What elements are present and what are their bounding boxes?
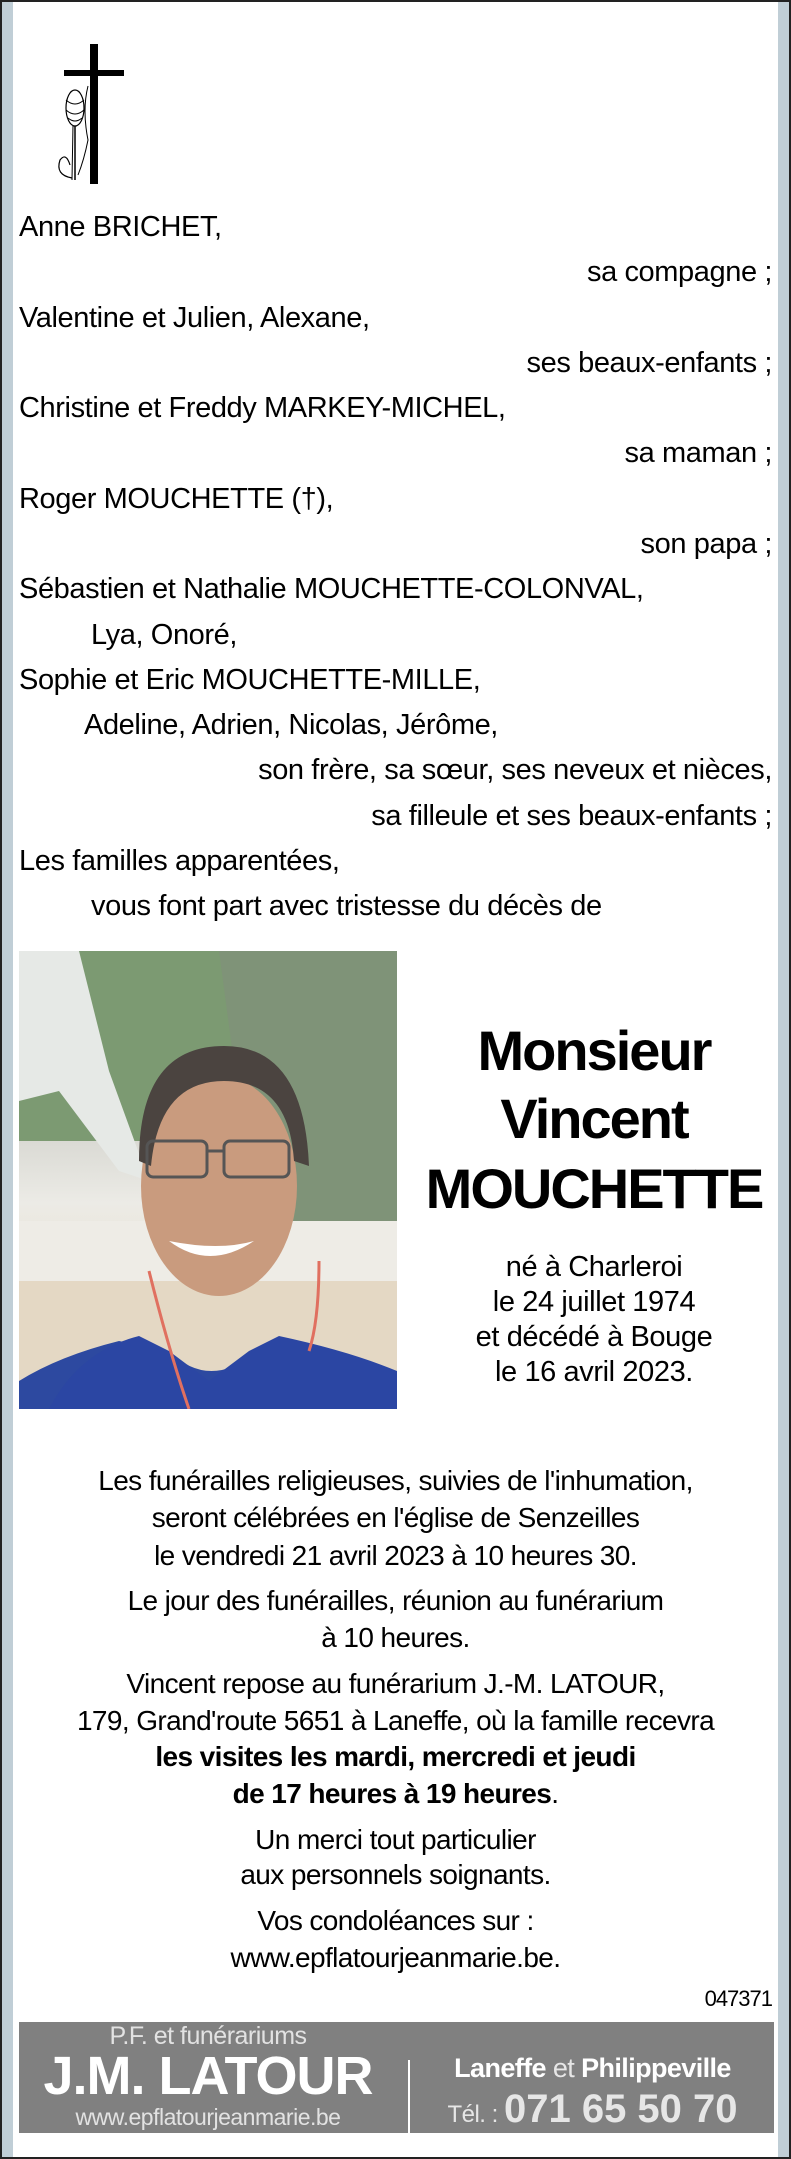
- family-line: Les familles apparentées,: [19, 845, 340, 877]
- family-relation: sa maman ;: [624, 437, 772, 469]
- location-separator: et: [545, 2053, 582, 2083]
- visit-days: les visites les mardi, mercredi et jeudi: [155, 1741, 636, 1772]
- funeral-home-subtitle: P.F. et funérariums: [109, 2022, 307, 2050]
- detail-line: à 10 heures.: [321, 1622, 470, 1653]
- funeral-home-locations: [411, 2052, 774, 2084]
- phone-label: Tél. :: [447, 2101, 504, 2128]
- detail-line: Vos condoléances sur :: [257, 1905, 534, 1936]
- family-line: Lya, Onoré,: [91, 619, 238, 651]
- family-line: Christine et Freddy MARKEY-MICHEL,: [19, 392, 506, 424]
- funeral-home-phone: [411, 2086, 774, 2132]
- funeral-home-url[interactable]: www.epflatourjeanmarie.be: [75, 2104, 341, 2130]
- reference-number: 047371: [704, 1986, 772, 2011]
- divider: [408, 2060, 410, 2133]
- detail-line: Un merci tout particulier: [255, 1824, 536, 1855]
- detail-line: Les funérailles religieuses, suivies de l'inhumation,: [98, 1465, 693, 1496]
- family-relation: sa filleule et ses beaux-enfants ;: [371, 800, 772, 832]
- visit-hours: de 17 heures à 19 heures: [232, 1778, 552, 1809]
- deceased-photo: [19, 951, 397, 1409]
- location-philippeville: Philippeville: [581, 2053, 731, 2083]
- family-relation: son papa ;: [640, 528, 772, 560]
- visit-hours-period: .: [551, 1778, 559, 1809]
- phone-number[interactable]: 071 65 50 70: [503, 2087, 738, 2131]
- detail-line: aux personnels soignants.: [240, 1859, 551, 1890]
- condolences-url[interactable]: www.epflatourjeanmarie.be.: [230, 1942, 561, 1973]
- death-place: et décédé à Bouge: [475, 1321, 713, 1353]
- family-line: Valentine et Julien, Alexane,: [19, 302, 370, 334]
- location-laneffe: Laneffe: [454, 2053, 546, 2083]
- family-line: Roger MOUCHETTE (†),: [19, 483, 334, 515]
- family-line: Sophie et Eric MOUCHETTE-MILLE,: [19, 664, 481, 696]
- cross-with-wheat-icon: [50, 40, 130, 190]
- family-relation: ses beaux-enfants ;: [526, 347, 772, 379]
- detail-line: 179, Grand'route 5651 à Laneffe, où la famille recevra: [76, 1705, 715, 1736]
- family-relation: sa compagne ;: [586, 256, 772, 288]
- birth-place: né à Charleroi: [505, 1251, 683, 1283]
- family-relation: son frère, sa sœur, ses neveux et nièces,: [258, 754, 772, 786]
- detail-line: seront célébrées en l'église de Senzeilles: [151, 1502, 640, 1533]
- family-line: Sébastien et Nathalie MOUCHETTE-COLONVAL,: [19, 573, 644, 605]
- birth-date: le 24 juillet 1974: [492, 1286, 696, 1318]
- family-line: Adeline, Adrien, Nicolas, Jérôme,: [84, 709, 498, 741]
- detail-line: Vincent repose au funérarium J.-M. LATOUR,: [126, 1668, 665, 1699]
- deceased-title: Monsieur: [477, 1019, 711, 1082]
- deceased-first-name: Vincent: [500, 1087, 688, 1150]
- detail-line: le vendredi 21 avril 2023 à 10 heures 30.: [154, 1540, 637, 1571]
- funeral-home-banner: [19, 2022, 774, 2133]
- death-date: le 16 avril 2023.: [495, 1356, 693, 1388]
- detail-line: Le jour des funérailles, réunion au funérarium: [127, 1585, 664, 1616]
- family-line: Anne BRICHET,: [19, 211, 222, 243]
- deceased-last-name: MOUCHETTE: [425, 1157, 763, 1220]
- announcement-line: vous font part avec tristesse du décès de: [91, 890, 602, 922]
- visit-hours-line: [0, 1777, 791, 1811]
- funeral-home-name: J.M. LATOUR: [43, 2046, 373, 2106]
